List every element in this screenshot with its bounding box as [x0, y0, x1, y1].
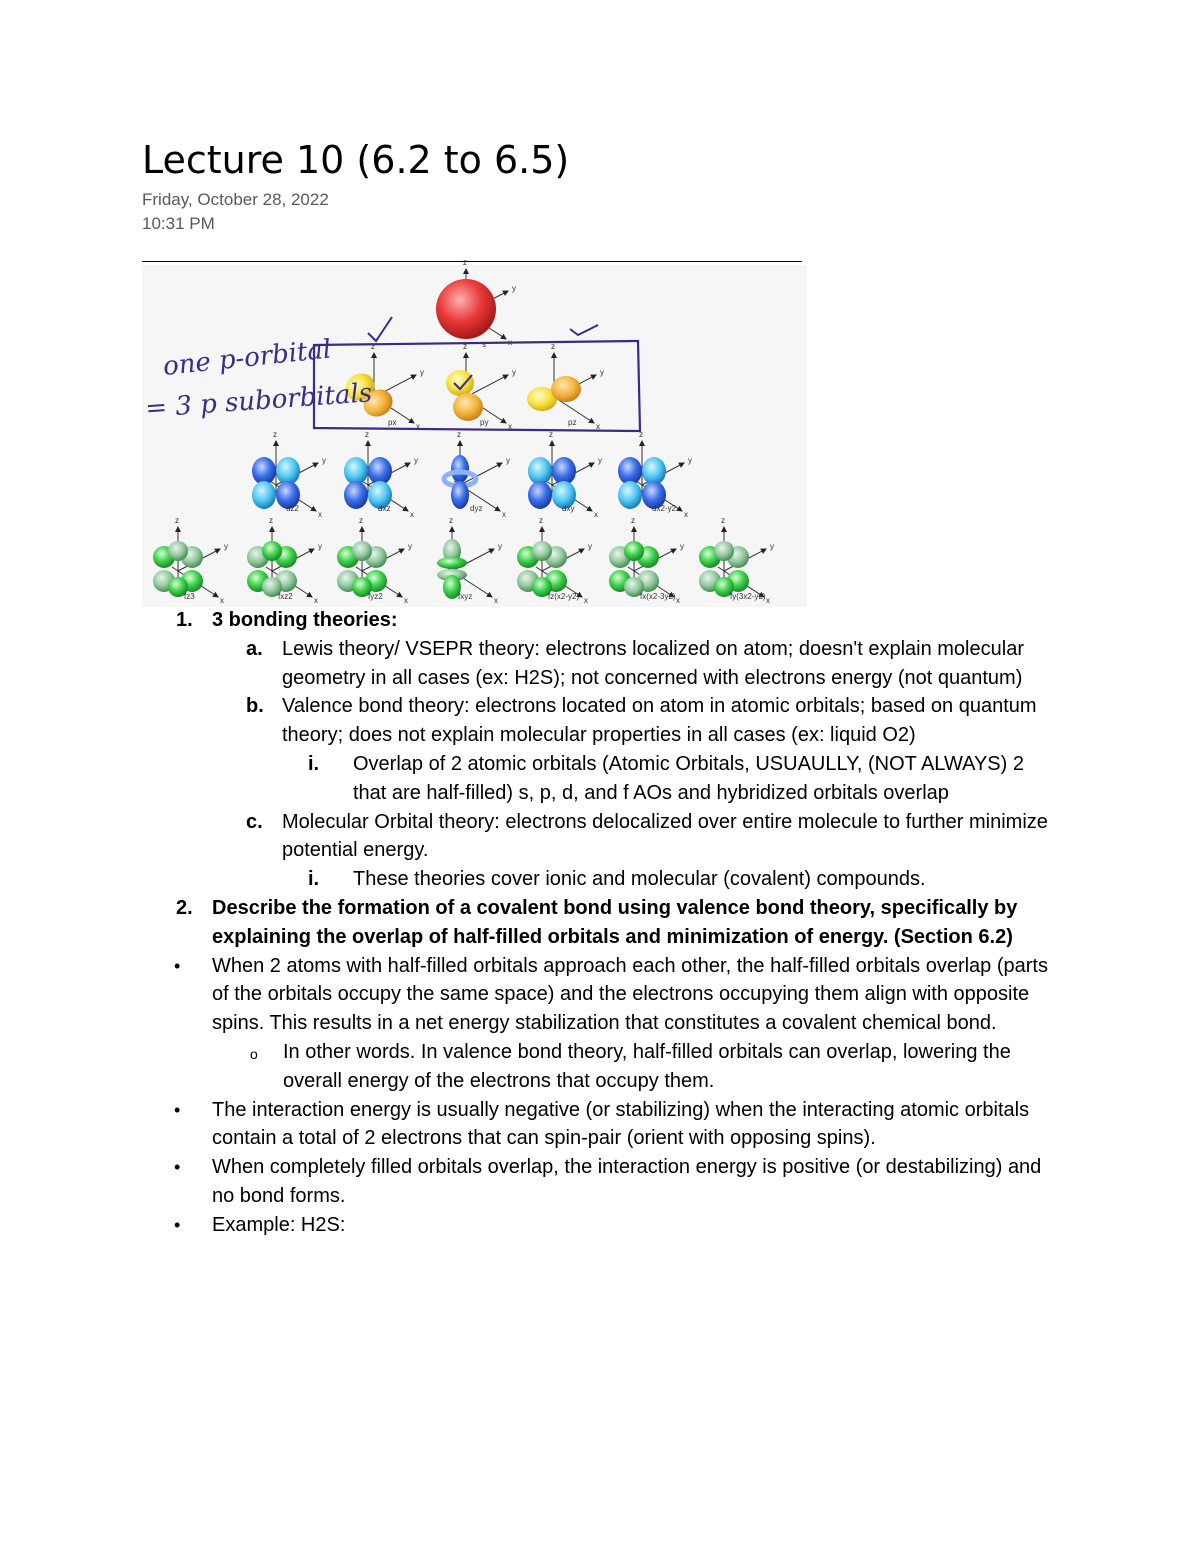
d-orbital-lobe [618, 457, 642, 485]
list-item-1a [142, 635, 1062, 693]
f-orbital-4-z-label: z [539, 516, 543, 525]
d-orbital-lobe [552, 457, 576, 485]
f-orbital-3-y-label: y [498, 542, 502, 551]
list-item-1c [142, 808, 1062, 866]
f-orbital-6-x-label: x [766, 596, 770, 605]
list-marker: c. [246, 810, 263, 833]
list-marker: 1. [176, 609, 193, 631]
f-orbital-4-x-label: x [584, 596, 588, 605]
list-item-2 [142, 894, 1062, 952]
orbital-figure [142, 258, 807, 607]
d-orbital-4-z-label: z [639, 430, 643, 439]
d-orbital-lobe [642, 457, 666, 485]
f-orbital-0-y-label: y [224, 542, 228, 551]
f-orbital-label: fy(3x2-y2) [730, 592, 766, 601]
f-orbital-label: fz3 [184, 592, 195, 601]
p-orbital-0-z-label: z [371, 342, 375, 351]
f-orbital-1-x-label: x [314, 596, 318, 605]
d-orbital-label: dxy [562, 504, 575, 513]
list-marker: 2. [176, 896, 193, 919]
f-orbital-torus [437, 557, 467, 569]
list-marker: a. [246, 637, 263, 660]
p-orbital-1-z-label: z [463, 342, 467, 351]
f-orbital-0-x-label: x [220, 596, 224, 605]
f-orbital-2-y-label: y [408, 542, 412, 551]
d-orbital-lobe [252, 481, 276, 509]
list-item-1b-i [142, 750, 1062, 808]
s-orbital-z-label: z [463, 258, 467, 267]
f-orbital-0-z-label: z [175, 516, 179, 525]
d-orbital-1-y-label: y [414, 456, 418, 465]
bullet-marker: • [174, 1214, 181, 1235]
d-orbital-0-x-label: x [318, 510, 322, 519]
bullet-marker: • [174, 1157, 181, 1178]
f-orbital-lobe [532, 541, 552, 561]
f-orbital-2-x-label: x [404, 596, 408, 605]
f-orbital-label: fz(x2-y2) [548, 592, 580, 601]
bullet-text: Example: H2S: [212, 1213, 346, 1236]
bullet-text: When completely filled orbitals overlap, the interaction energy is positive (or destabilizing) and no bond forms. [212, 1156, 1042, 1207]
d-orbital-label: dz2 [286, 504, 299, 513]
d-orbital-lobe [528, 457, 552, 485]
d-orbital-3-x-label: x [594, 510, 598, 519]
bullet-item [142, 1153, 1062, 1211]
orbital-diagram [142, 258, 807, 607]
list-marker: i. [308, 868, 320, 891]
handwritten-note-line-1: one p-orbital [161, 334, 333, 382]
p-orbital-label: py [480, 418, 489, 427]
d-orbital-2-y-label: y [506, 456, 510, 465]
f-orbital-label: fx(x2-3y2) [640, 592, 676, 601]
page-title: Lecture 10 (6.2 to 6.5) [142, 138, 570, 182]
list-item-text: These theories cover ionic and molecular (covalent) compounds. [353, 868, 926, 891]
d-orbital-label: dxz [378, 504, 391, 513]
f-orbital-6-z-label: z [721, 516, 725, 525]
d-orbital-0-z-label: z [273, 430, 277, 439]
d-orbital-lobe [528, 481, 552, 509]
d-orbital-lobe [276, 457, 300, 485]
list-item-text: 3 bonding theories: [212, 609, 398, 631]
f-orbital-4-y-label: y [588, 542, 592, 551]
d-orbital-4-x-label: x [684, 510, 688, 519]
d-orbital-lobe [451, 481, 469, 509]
s-orbital-label: s [482, 340, 486, 349]
f-orbital-5-z-label: z [631, 516, 635, 525]
page-time: 10:31 PM [142, 214, 215, 233]
f-orbital-lobe [714, 541, 734, 561]
p-orbital-label: pz [568, 418, 577, 427]
f-orbital-5-y-label: y [680, 542, 684, 551]
list-marker: i. [308, 752, 320, 775]
title-divider [142, 261, 802, 262]
d-orbital-1-z-label: z [365, 430, 369, 439]
f-orbital-label: fyz2 [368, 592, 383, 601]
f-orbital-5-x-label: x [676, 596, 680, 605]
d-orbital-3-y-label: y [598, 456, 602, 465]
f-orbital-lobe [352, 541, 372, 561]
sub-bullet-marker: o [250, 1045, 258, 1062]
bullet-item [142, 1096, 1062, 1154]
bullet-item [142, 1211, 1062, 1240]
f-orbital-1-z-label: z [269, 516, 273, 525]
list-item-text: Overlap of 2 atomic orbitals (Atomic Orbitals, USUAULLY, (NOT ALWAYS) 2 that are half-filled) s, p, d, and f AOs and hybridized orbitals overlap [353, 752, 1024, 804]
bullet-text: The interaction energy is usually negative (or stabilizing) when the interacting atomic orbitals contain a total of 2 electrons that can spin-pair (orient with opposing spins). [212, 1098, 1030, 1150]
list-marker: b. [246, 695, 264, 718]
p-orbital-lobe [446, 370, 474, 396]
d-orbital-3-z-label: z [549, 430, 553, 439]
p-orbital-2-y-label: y [600, 368, 604, 377]
bullet-marker: • [174, 1099, 181, 1120]
list-item-text: Describe the formation of a covalent bond using valence bond theory, specifically by explaining the overlap of half-filled orbitals and minimization of energy. (Section 6.2) [212, 896, 1018, 948]
f-orbital-label: fxyz [458, 592, 473, 601]
sub-bullet-text: In other words. In valence bond theory, half-filled orbitals can overlap, lowering the overall energy of the electrons that occupy them. [283, 1040, 1011, 1092]
f-orbital-3-z-label: z [449, 516, 453, 525]
list-item-text: Valence bond theory: electrons located on atom in atomic orbitals; based on quantum theory; does not explain molecular properties in all cases (ex: liquid O2) [282, 695, 1037, 747]
bullet-item [142, 952, 1062, 1038]
list-item-1 [142, 606, 1062, 635]
bullet-marker: • [174, 955, 181, 976]
d-orbital-label: dx2-y2 [652, 504, 677, 513]
list-item-1b [142, 692, 1062, 750]
f-orbital-lobe [624, 541, 644, 561]
p-orbital-2-z-label: z [551, 342, 555, 351]
p-orbital-1-x-label: x [508, 422, 512, 431]
p-orbital-lobe [551, 376, 581, 402]
p-orbital-1-y-label: y [512, 368, 516, 377]
list-item-text: Molecular Orbital theory: electrons delocalized over entire molecule to further minimize potential energy. [282, 810, 1048, 862]
d-orbital-2-x-label: x [502, 510, 506, 519]
s-orbital-y-label: y [512, 284, 516, 293]
f-orbital-6-y-label: y [770, 542, 774, 551]
d-orbital-1-x-label: x [410, 510, 414, 519]
list-item-text: Lewis theory/ VSEPR theory: electrons localized on atom; doesn't explain molecular geometry in all cases (ex: H2S); not concerned with electrons energy (not quantum) [282, 637, 1024, 689]
p-orbital-2-x-label: x [596, 422, 600, 431]
f-orbital-lobe [262, 541, 282, 561]
d-orbital-lobe [344, 457, 368, 485]
p-orbital-0-x-label: x [416, 422, 420, 431]
d-orbital-label: dyz [470, 504, 483, 513]
p-orbital-lobe [453, 393, 483, 421]
d-orbital-2-z-label: z [457, 430, 461, 439]
f-orbital-3-x-label: x [494, 596, 498, 605]
p-orbital-0-y-label: y [420, 368, 424, 377]
d-orbital-lobe [451, 455, 469, 483]
d-orbital-lobe [618, 481, 642, 509]
s-orbital-x-label: x [508, 338, 512, 347]
s-orbital-sphere [436, 279, 496, 339]
d-orbital-4-y-label: y [688, 456, 692, 465]
sub-bullet-item [142, 1038, 1062, 1096]
d-orbital-lobe [368, 457, 392, 485]
f-orbital-label: fxz2 [278, 592, 293, 601]
d-orbital-lobe [252, 457, 276, 485]
f-orbital-lobe [168, 541, 188, 561]
bullet-text: When 2 atoms with half-filled orbitals approach each other, the half-filled orbitals overlap (parts of the orbitals occupy the same space) and the electrons occupying them align with opposite spins. This results in a net energy stabilization that constitutes a covalent chemical bond. [212, 954, 1048, 1035]
f-orbital-2-z-label: z [359, 516, 363, 525]
page-date: Friday, October 28, 2022 [142, 190, 329, 209]
p-orbital-label: px [388, 418, 397, 427]
list-item-1c-i [142, 865, 1062, 894]
d-orbital-lobe [344, 481, 368, 509]
notes-list [142, 606, 1062, 1240]
f-orbital-1-y-label: y [318, 542, 322, 551]
d-orbital-0-y-label: y [322, 456, 326, 465]
handwritten-note-line-2: = 3 p suborbitals [144, 378, 374, 424]
